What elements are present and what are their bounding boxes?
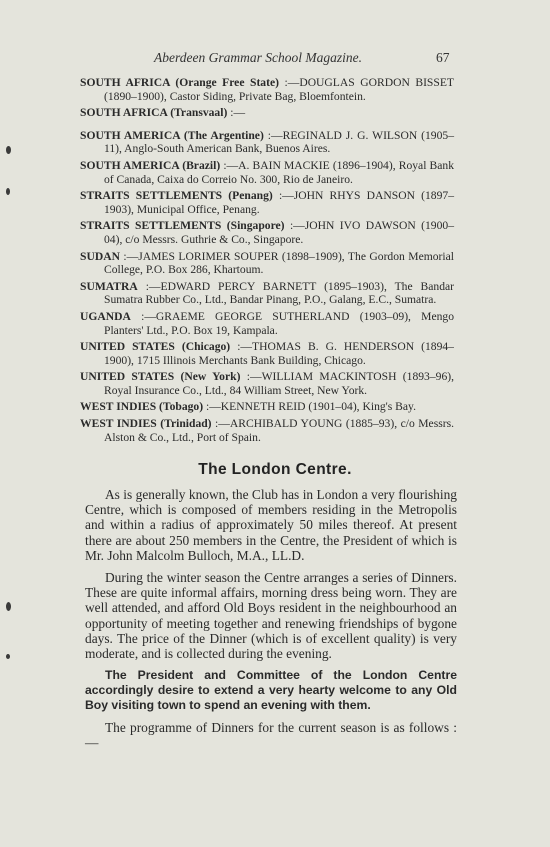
section-heading: The London Centre.: [198, 461, 352, 478]
entry-details: :—EDWARD PERCY BARNETT (1895–1903), The Bandar Sumatra Rubber Co., Ltd., Bandar Pinang, P.O., Galang, E.C., Sumatra.: [104, 279, 455, 307]
list-item: [80, 219, 454, 246]
entry-place: SOUTH AMERICA (The Argentine): [80, 128, 264, 142]
list-item: [80, 340, 454, 367]
entry-place: SUMATRA: [80, 279, 138, 293]
list-item: [80, 417, 454, 444]
list-item: [80, 76, 454, 103]
entry-place: SOUTH AFRICA (Orange Free State): [80, 76, 279, 89]
list-item: [80, 280, 454, 307]
section-body: [85, 487, 457, 758]
margin-speck-mark: [6, 188, 10, 195]
paragraph: During the winter season the Centre arranges a series of Dinners. These are quite informal affairs, morning dress being worn. They are well attended, and afford Old Boys resident in the neighbourhood an opportunity of meeting together and renewing friendships of bygone days. The price of the Dinner (which is of excellent quality) is very moderate, and is collected during the evening.: [85, 570, 457, 662]
paragraph: The programme of Dinners for the current season is as follows :—: [85, 720, 457, 751]
entry-details: :—JAMES LORIMER SOUPER (1898–1909), The Gordon Memorial College, P.O. Box 286, Khartoum.: [104, 249, 454, 277]
margin-speck-mark: [6, 146, 11, 154]
entry-details: :—GRAEME GEORGE SUTHERLAND (1903–09), Mengo Planters' Ltd., P.O. Box 19, Kampala.: [104, 309, 454, 337]
running-title: Aberdeen Grammar School Magazine.: [154, 50, 362, 65]
entry-place: STRAITS SETTLEMENTS (Singapore): [80, 219, 285, 233]
overseas-members-list: [80, 76, 454, 447]
entry-details: :—: [230, 106, 246, 120]
paragraph: As is generally known, the Club has in London a very flourishing Centre, which is composed of members residing in the Metropolis and within a radius of approximately 50 miles thereof. At present there are about 250 members in the Centre, the President of which is Mr. John Malcolm Bulloch, M.A., LL.D.: [85, 487, 457, 563]
entry-details: :—THOMAS B. G. HENDERSON (1894–1900), 1715 Illinois Merchants Bank Building, Chicago.: [104, 340, 454, 367]
entry-details: :—DOUGLAS GORDON BISSET (1890–1900), Castor Siding, Private Bag, Bloemfontein.: [104, 76, 454, 103]
entry-details: :—ARCHIBALD YOUNG (1885–93), c/o Messrs. Alston & Co., Ltd., Port of Spain.: [104, 417, 454, 444]
entry-place: SUDAN: [80, 249, 120, 263]
entry-details: :—A. BAIN MACKIE (1896–1904), Royal Bank of Canada, Caixa do Correio No. 300, Rio de Janeiro.: [104, 158, 454, 186]
entry-place: UNITED STATES (Chicago): [80, 340, 231, 354]
entry-details: :—REGINALD J. G. WILSON (1905–11), Anglo-South American Bank, Buenos Aires.: [104, 128, 454, 156]
list-item: [80, 250, 454, 277]
entry-place: SOUTH AFRICA (Transvaal): [80, 106, 228, 120]
list-item: [80, 400, 454, 414]
list-item: [80, 310, 454, 337]
entry-place: UNITED STATES (New York): [80, 370, 241, 384]
list-item: [80, 129, 454, 156]
margin-speck-mark: [6, 602, 11, 611]
entry-details: :—KENNETH REID (1901–04), King's Bay.: [205, 400, 416, 414]
list-item: [80, 370, 454, 397]
list-item: [80, 159, 454, 186]
entry-place: WEST INDIES (Trinidad): [80, 417, 212, 431]
page-header: [0, 50, 550, 70]
entry-place: WEST INDIES (Tobago): [80, 400, 204, 414]
page-number: 67: [436, 50, 450, 65]
entry-details: :—WILLIAM MACKINTOSH (1893–96), Royal Insurance Co., Ltd., 84 William Street, New York.: [104, 370, 454, 397]
entry-place: STRAITS SETTLEMENTS (Penang): [80, 189, 273, 203]
margin-speck-mark: [6, 654, 10, 659]
list-item: [80, 189, 454, 216]
entry-details: :—JOHN IVO DAWSON (1900–04), c/o Messrs. Guthrie & Co., Singapore.: [104, 219, 454, 246]
entry-details: :—JOHN RHYS DANSON (1897–1903), Municipal Office, Penang.: [104, 189, 454, 216]
entry-place: SOUTH AMERICA (Brazil): [80, 158, 221, 172]
entry-place: UGANDA: [80, 309, 131, 323]
list-item: [80, 106, 454, 120]
paragraph-bold: The President and Committee of the London Centre accordingly desire to extend a very hearty welcome to any Old Boy visiting town to spend an evening with them.: [85, 668, 457, 713]
